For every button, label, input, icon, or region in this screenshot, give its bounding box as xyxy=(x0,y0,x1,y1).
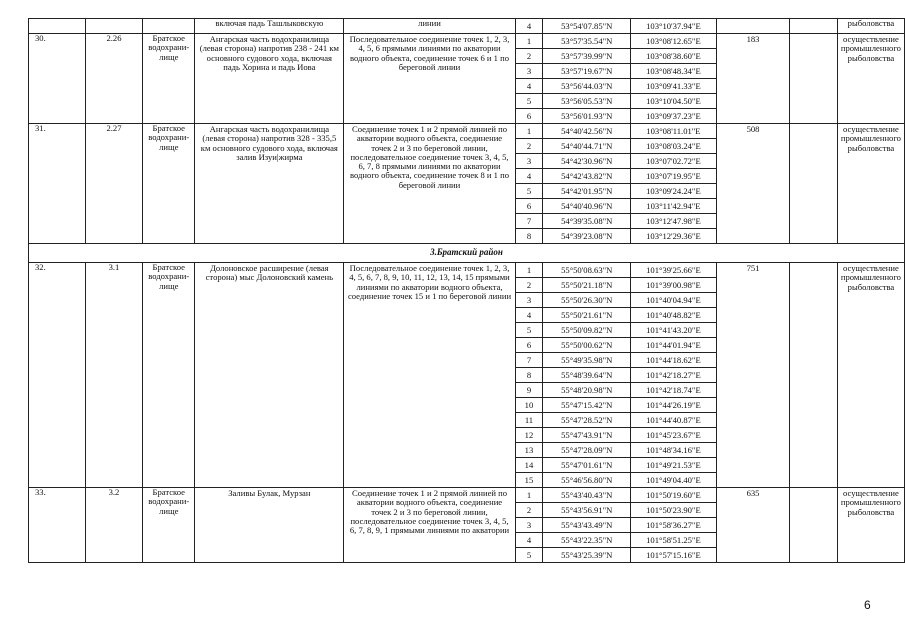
latitude-cell: 53°57'39.99"N xyxy=(543,49,631,64)
point-number-cell: 4 xyxy=(515,308,543,323)
zone-code-cell: 2.26 xyxy=(85,34,143,124)
longitude-cell: 101°40'04.94"E xyxy=(631,293,717,308)
longitude-cell: 101°41'43.20"E xyxy=(631,323,717,338)
boundary-description-cell: линии xyxy=(344,19,515,34)
longitude-cell: 101°42'18.74"E xyxy=(631,383,717,398)
longitude-cell: 101°39'25.66"E xyxy=(631,263,717,278)
empty-cell xyxy=(790,263,838,488)
longitude-cell: 101°58'51.25"E xyxy=(631,533,717,548)
register-table-body xyxy=(29,19,905,563)
latitude-cell: 53°56'05.53"N xyxy=(543,94,631,109)
latitude-cell: 55°47'28.52"N xyxy=(543,413,631,428)
longitude-cell: 103°08'12.65"E xyxy=(631,34,717,49)
longitude-cell: 103°09'24.24"E xyxy=(631,184,717,199)
latitude-cell: 55°48'20.98"N xyxy=(543,383,631,398)
latitude-cell: 55°47'01.61"N xyxy=(543,458,631,473)
latitude-cell: 55°43'25.39"N xyxy=(543,548,631,563)
area-cell: 635 xyxy=(716,488,790,563)
row-number-cell xyxy=(29,19,86,34)
point-number-cell: 1 xyxy=(515,263,543,278)
object-name-cell: Ангарская часть водохранилища (левая сторона) напротив 328 - 335,5 км основного судового хода, включая залив Изуи|жирма xyxy=(195,124,344,244)
point-number-cell: 6 xyxy=(515,199,543,214)
longitude-cell: 101°44'01.94"E xyxy=(631,338,717,353)
row-number-cell: 30. xyxy=(29,34,86,124)
latitude-cell: 54°40'40.96"N xyxy=(543,199,631,214)
latitude-cell: 54°39'35.08"N xyxy=(543,214,631,229)
point-number-cell: 5 xyxy=(515,548,543,563)
longitude-cell: 101°50'19.60"E xyxy=(631,488,717,503)
point-number-cell: 5 xyxy=(515,184,543,199)
latitude-cell: 55°50'08.63"N xyxy=(543,263,631,278)
longitude-cell: 103°08'48.34"E xyxy=(631,64,717,79)
latitude-cell: 54°42'30.96"N xyxy=(543,154,631,169)
point-number-cell: 4 xyxy=(515,19,543,34)
boundary-description-cell: Последовательное соединение точек 1, 2, 3, 4, 5, 6, 7, 8, 9, 10, 11, 12, 13, 14, 15 прямыми линиями по акватории водного объекта, соединение точек 15 и 1 по береговой линии xyxy=(344,263,515,488)
purpose-cell: осуществление промышленного рыболовства xyxy=(837,488,904,563)
area-cell xyxy=(716,19,790,34)
longitude-cell: 103°10'04.50"E xyxy=(631,94,717,109)
longitude-cell: 101°50'23.90"E xyxy=(631,503,717,518)
table-row xyxy=(29,19,905,34)
point-number-cell: 14 xyxy=(515,458,543,473)
point-number-cell: 1 xyxy=(515,488,543,503)
object-name-cell: Долоновское расширение (левая сторона) мыс Долоновский камень xyxy=(195,263,344,488)
zone-code-cell xyxy=(85,19,143,34)
point-number-cell: 1 xyxy=(515,34,543,49)
longitude-cell: 101°40'48.82"E xyxy=(631,308,717,323)
table-row xyxy=(29,488,905,503)
point-number-cell: 2 xyxy=(515,49,543,64)
latitude-cell: 55°50'26.30"N xyxy=(543,293,631,308)
boundary-description-cell: Соединение точек 1 и 2 прямой линией по акватории водного объекта, соединение точек 2 и 3 по береговой линии, последовательное соединение точек 3, 4, 5, 6, 7, 8, 9, 1 прямыми линиями по акватории xyxy=(344,488,515,563)
longitude-cell: 103°12'29.36"E xyxy=(631,229,717,244)
row-number-cell: 31. xyxy=(29,124,86,244)
point-number-cell: 1 xyxy=(515,124,543,139)
longitude-cell: 103°10'37.94"E xyxy=(631,19,717,34)
object-name-cell: Ангарская часть водохранилища (левая сторона) напротив 238 - 241 км основного судового хода, включая падь Хорина и падь Иова xyxy=(195,34,344,124)
latitude-cell: 55°43'43.49"N xyxy=(543,518,631,533)
longitude-cell: 101°45'23.67"E xyxy=(631,428,717,443)
point-number-cell: 11 xyxy=(515,413,543,428)
table-row xyxy=(29,263,905,278)
purpose-cell: рыболовства xyxy=(837,19,904,34)
point-number-cell: 13 xyxy=(515,443,543,458)
point-number-cell: 10 xyxy=(515,398,543,413)
district-header-row xyxy=(29,244,905,263)
boundary-description-cell: Последовательное соединение точек 1, 2, 3, 4, 5, 6 прямыми линиями по акватории водного объекта, соединение точек 6 и 1 по береговой линии xyxy=(344,34,515,124)
point-number-cell: 8 xyxy=(515,368,543,383)
latitude-cell: 55°47'28.09"N xyxy=(543,443,631,458)
purpose-cell: осуществление промышленного рыболовства xyxy=(837,34,904,124)
point-number-cell: 3 xyxy=(515,293,543,308)
latitude-cell: 55°50'09.82"N xyxy=(543,323,631,338)
latitude-cell: 55°47'43.91"N xyxy=(543,428,631,443)
water-body-cell xyxy=(143,19,195,34)
boundary-description-cell: Соединение точек 1 и 2 прямой линией по акватории водного объекта, соединение точек 2 и 3 по береговой линии, последовательное соединение точек 3, 4, 5, 6, 7, 8 прямыми линиями по акватории водного объекта, соединение точек 8 и 1 по береговой линии xyxy=(344,124,515,244)
latitude-cell: 55°43'56.91"N xyxy=(543,503,631,518)
longitude-cell: 101°42'18.27"E xyxy=(631,368,717,383)
point-number-cell: 2 xyxy=(515,278,543,293)
area-cell: 183 xyxy=(716,34,790,124)
zone-code-cell: 3.2 xyxy=(85,488,143,563)
latitude-cell: 55°50'21.61"N xyxy=(543,308,631,323)
latitude-cell: 55°50'21.18"N xyxy=(543,278,631,293)
point-number-cell: 2 xyxy=(515,503,543,518)
longitude-cell: 101°57'15.16"E xyxy=(631,548,717,563)
longitude-cell: 103°09'41.33"E xyxy=(631,79,717,94)
longitude-cell: 103°08'38.60"E xyxy=(631,49,717,64)
latitude-cell: 53°56'01.93"N xyxy=(543,109,631,124)
point-number-cell: 4 xyxy=(515,79,543,94)
longitude-cell: 103°11'42.94"E xyxy=(631,199,717,214)
page-number: 6 xyxy=(864,598,871,612)
point-number-cell: 6 xyxy=(515,109,543,124)
longitude-cell: 103°08'11.01"E xyxy=(631,124,717,139)
latitude-cell: 55°46'56.80"N xyxy=(543,473,631,488)
latitude-cell: 54°42'01.95"N xyxy=(543,184,631,199)
latitude-cell: 54°42'43.82"N xyxy=(543,169,631,184)
longitude-cell: 101°44'40.87"E xyxy=(631,413,717,428)
point-number-cell: 5 xyxy=(515,94,543,109)
longitude-cell: 101°48'34.16"E xyxy=(631,443,717,458)
object-name-cell: включая падь Ташлыковскую xyxy=(195,19,344,34)
register-table xyxy=(28,18,905,563)
longitude-cell: 101°39'00.98"E xyxy=(631,278,717,293)
point-number-cell: 4 xyxy=(515,533,543,548)
point-number-cell: 8 xyxy=(515,229,543,244)
empty-cell xyxy=(790,488,838,563)
longitude-cell: 101°58'36.27"E xyxy=(631,518,717,533)
zone-code-cell: 3.1 xyxy=(85,263,143,488)
longitude-cell: 101°49'21.53"E xyxy=(631,458,717,473)
table-row xyxy=(29,124,905,139)
point-number-cell: 12 xyxy=(515,428,543,443)
latitude-cell: 55°43'40.43"N xyxy=(543,488,631,503)
point-number-cell: 15 xyxy=(515,473,543,488)
empty-cell xyxy=(790,34,838,124)
point-number-cell: 7 xyxy=(515,353,543,368)
water-body-cell: Братское водохрани-лище xyxy=(143,488,195,563)
zone-code-cell: 2.27 xyxy=(85,124,143,244)
latitude-cell: 54°40'42.56"N xyxy=(543,124,631,139)
purpose-cell: осуществление промышленного рыболовства xyxy=(837,124,904,244)
latitude-cell: 54°40'44.71"N xyxy=(543,139,631,154)
district-header: 3.Братский район xyxy=(29,244,905,263)
latitude-cell: 55°43'22.35"N xyxy=(543,533,631,548)
object-name-cell: Заливы Булак, Мурзан xyxy=(195,488,344,563)
point-number-cell: 3 xyxy=(515,518,543,533)
latitude-cell: 53°56'44.03"N xyxy=(543,79,631,94)
point-number-cell: 6 xyxy=(515,338,543,353)
row-number-cell: 32. xyxy=(29,263,86,488)
latitude-cell: 55°47'15.42"N xyxy=(543,398,631,413)
point-number-cell: 2 xyxy=(515,139,543,154)
empty-cell xyxy=(790,19,838,34)
point-number-cell: 3 xyxy=(515,64,543,79)
longitude-cell: 103°08'03.24"E xyxy=(631,139,717,154)
latitude-cell: 55°50'00.62"N xyxy=(543,338,631,353)
latitude-cell: 53°57'35.54"N xyxy=(543,34,631,49)
empty-cell xyxy=(790,124,838,244)
water-body-cell: Братское водохрани-лище xyxy=(143,263,195,488)
latitude-cell: 55°49'35.98"N xyxy=(543,353,631,368)
area-cell: 508 xyxy=(716,124,790,244)
latitude-cell: 53°54'07.85"N xyxy=(543,19,631,34)
row-number-cell: 33. xyxy=(29,488,86,563)
latitude-cell: 53°57'19.67"N xyxy=(543,64,631,79)
longitude-cell: 101°44'26.19"E xyxy=(631,398,717,413)
point-number-cell: 9 xyxy=(515,383,543,398)
latitude-cell: 55°48'39.64"N xyxy=(543,368,631,383)
water-body-cell: Братское водохрани-лище xyxy=(143,34,195,124)
longitude-cell: 103°07'19.95"E xyxy=(631,169,717,184)
point-number-cell: 4 xyxy=(515,169,543,184)
water-body-cell: Братское водохрани-лище xyxy=(143,124,195,244)
point-number-cell: 3 xyxy=(515,154,543,169)
longitude-cell: 101°49'04.40"E xyxy=(631,473,717,488)
longitude-cell: 103°09'37.23"E xyxy=(631,109,717,124)
latitude-cell: 54°39'23.08"N xyxy=(543,229,631,244)
table-row xyxy=(29,34,905,49)
point-number-cell: 5 xyxy=(515,323,543,338)
longitude-cell: 103°07'02.72"E xyxy=(631,154,717,169)
longitude-cell: 101°44'18.62"E xyxy=(631,353,717,368)
purpose-cell: осуществление промышленного рыболовства xyxy=(837,263,904,488)
longitude-cell: 103°12'47.98"E xyxy=(631,214,717,229)
point-number-cell: 7 xyxy=(515,214,543,229)
area-cell: 751 xyxy=(716,263,790,488)
